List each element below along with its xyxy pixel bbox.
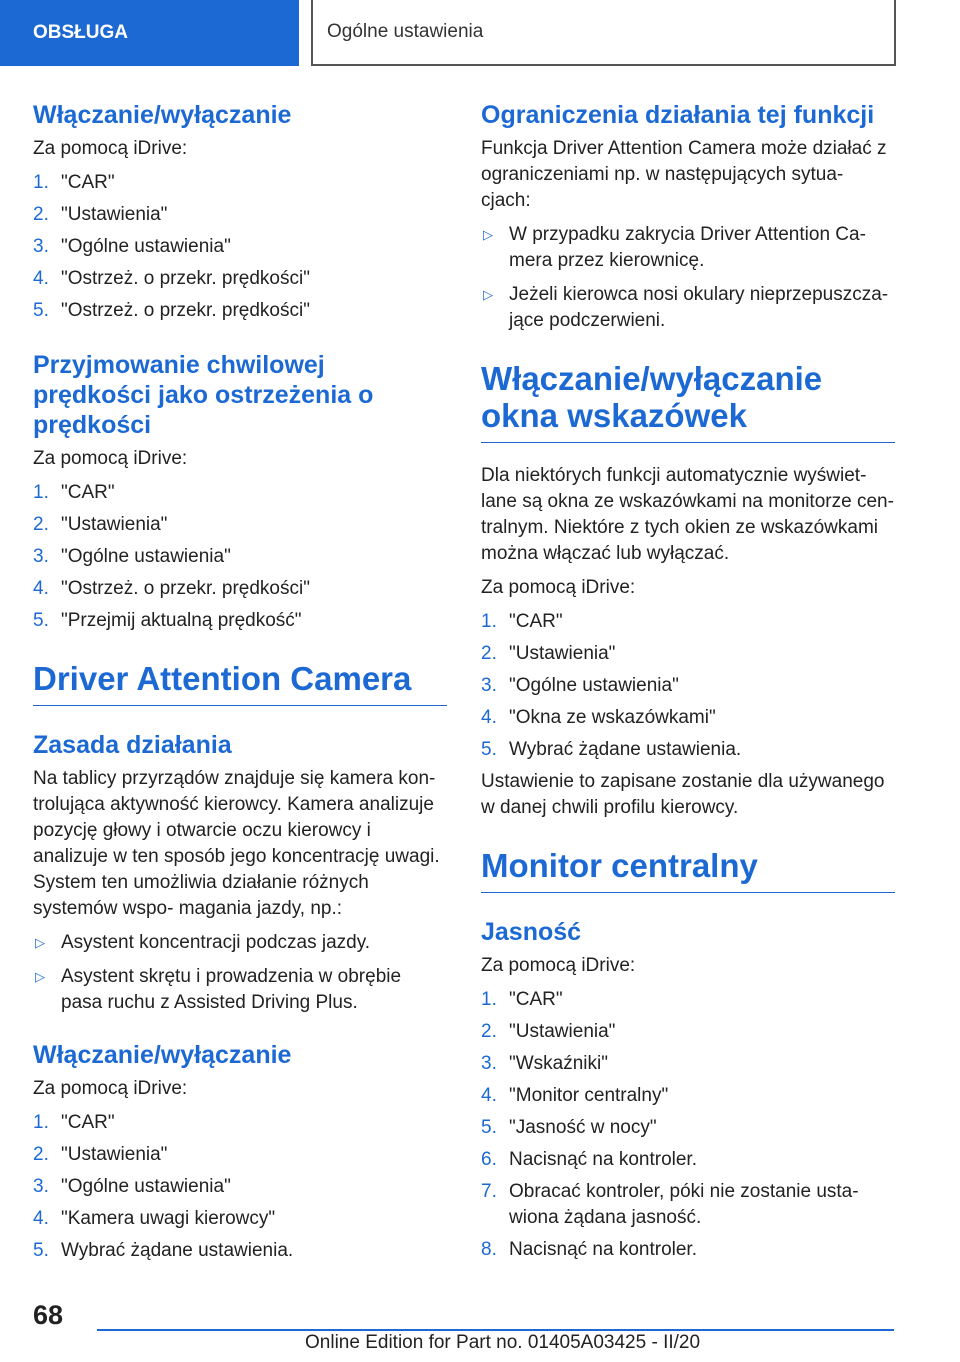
list-item: 5. Wybrać żądane ustawienia. xyxy=(481,739,742,760)
page-number: 68 xyxy=(33,1300,64,1330)
intro-text: Za pomocą iDrive: xyxy=(33,1078,188,1099)
chapter-heading: Monitor centralny xyxy=(481,847,895,893)
section-title: Zasada działania xyxy=(33,731,232,759)
steps-list xyxy=(33,1110,447,1264)
triangle-bullet-icon: ▷ xyxy=(483,287,493,302)
list-item: ▷ Jeżeli kierowca nosi okulary nieprzepuszcza- jące podczerwieni. xyxy=(483,284,889,331)
list-item: 2. "Ustawienia" xyxy=(481,1021,616,1042)
list-item: 5. Wybrać żądane ustawienia. xyxy=(33,1240,294,1261)
list-item: 4. "Ostrzeż. o przekr. prędkości" xyxy=(33,578,310,599)
list-item: 4. "Ostrzeż. o przekr. prędkości" xyxy=(33,268,310,289)
list-item: 4. "Kamera uwagi kierowcy" xyxy=(33,1208,276,1229)
section-tab: OBSŁUGA xyxy=(0,0,299,66)
list-item: 5. "Jasność w nocy" xyxy=(481,1117,657,1138)
steps-list xyxy=(33,170,447,324)
section-title: Włączanie/wyłączanie xyxy=(33,1041,292,1069)
intro-text: Za pomocą iDrive: xyxy=(481,577,636,598)
chapter-heading: Driver Attention Camera xyxy=(33,660,447,706)
list-item: 2. "Ustawienia" xyxy=(33,204,168,225)
footer-edition: Online Edition for Part no. 01405A03425 - II/20 xyxy=(305,1332,701,1353)
list-item: 7. Obracać kontroler, póki nie zostanie usta- wiona żądana jasność. xyxy=(481,1181,859,1228)
body-text: Na tablicy przyrządów znajduje się kamera kon- trolująca aktywność kierowcy. Kamera analizuje pozycję głowy i otwarcie oczu kierowcy i analizuje w ten sposób jego koncentrację uwagi. System ten umożliwia działanie różnych systemów wspo- magania jazdy, np.: xyxy=(33,768,440,919)
note-text: Ustawienie to zapisane zostanie dla używanego w danej chwili profilu kierowcy. xyxy=(481,771,885,818)
section-title: Włączanie/wyłączanie xyxy=(33,101,292,129)
list-item: 1. "CAR" xyxy=(481,989,563,1010)
list-item: 3. "Ogólne ustawienia" xyxy=(33,546,231,567)
list-item: 4. "Okna ze wskazówkami" xyxy=(481,707,716,728)
list-item: ▷ Asystent skrętu i prowadzenia w obrębie pasa ruchu z Assisted Driving Plus. xyxy=(35,966,402,1013)
list-item: 8. Nacisnąć na kontroler. xyxy=(481,1239,697,1260)
steps-list xyxy=(481,609,895,763)
section-title: Ograniczenia działania tej funkcji xyxy=(481,101,875,129)
bullet-list xyxy=(481,222,895,334)
list-item: 3. "Ogólne ustawienia" xyxy=(33,1176,231,1197)
list-item: 5. "Ostrzeż. o przekr. prędkości" xyxy=(33,300,310,321)
intro-text: Za pomocą iDrive: xyxy=(33,448,188,469)
list-item: 5. "Przejmij aktualną prędkość" xyxy=(33,610,302,631)
steps-list xyxy=(481,987,895,1263)
footer-divider xyxy=(97,1329,894,1331)
body-text: Funkcja Driver Attention Camera może działać z ograniczeniami np. w następujących sytua- cjach: xyxy=(481,138,887,211)
section-title: Jasność xyxy=(481,918,582,946)
list-item: 4. "Monitor centralny" xyxy=(481,1085,669,1106)
list-item: 3. "Ogólne ustawienia" xyxy=(481,675,679,696)
intro-text: Za pomocą iDrive: xyxy=(33,138,188,159)
list-item: 3. "Wskaźniki" xyxy=(481,1053,608,1074)
left-column xyxy=(33,100,447,1270)
list-item: 1. "CAR" xyxy=(33,482,115,503)
page-header xyxy=(0,0,960,66)
list-item: 2. "Ustawienia" xyxy=(33,514,168,535)
triangle-bullet-icon: ▷ xyxy=(35,935,45,950)
list-item: 2. "Ustawienia" xyxy=(481,643,616,664)
list-item: 1. "CAR" xyxy=(481,611,563,632)
intro-text: Za pomocą iDrive: xyxy=(481,955,636,976)
right-column xyxy=(481,100,895,1269)
list-item: 1. "CAR" xyxy=(33,1112,115,1133)
list-item: ▷ Asystent koncentracji podczas jazdy. xyxy=(33,930,447,956)
list-item: 1. "CAR" xyxy=(33,172,115,193)
body-text: Dla niektórych funkcji automatycznie wyświet- lane są okna ze wskazówkami na monitorze cen- tralnym. Niektóre z tych okien ze wskazówkami można włączać lub wyłączać. xyxy=(481,465,894,564)
list-item: ▷ W przypadku zakrycia Driver Attention Ca- mera przez kierownicę. xyxy=(483,224,866,271)
triangle-bullet-icon: ▷ xyxy=(483,227,493,242)
list-item: 6. Nacisnąć na kontroler. xyxy=(481,1149,697,1170)
list-item: 3. "Ogólne ustawienia" xyxy=(33,236,231,257)
chapter-title: Ogólne ustawienia xyxy=(311,0,896,66)
bullet-list xyxy=(33,930,447,1016)
chapter-heading: Włączanie/wyłączanie okna wskazówek xyxy=(481,360,895,443)
list-item: 2. "Ustawienia" xyxy=(33,1144,168,1165)
triangle-bullet-icon: ▷ xyxy=(35,969,45,984)
section-title: Przyjmowanie chwilowej prędkości jako ostrzeżenia o prędkości xyxy=(33,351,374,439)
steps-list xyxy=(33,480,447,634)
